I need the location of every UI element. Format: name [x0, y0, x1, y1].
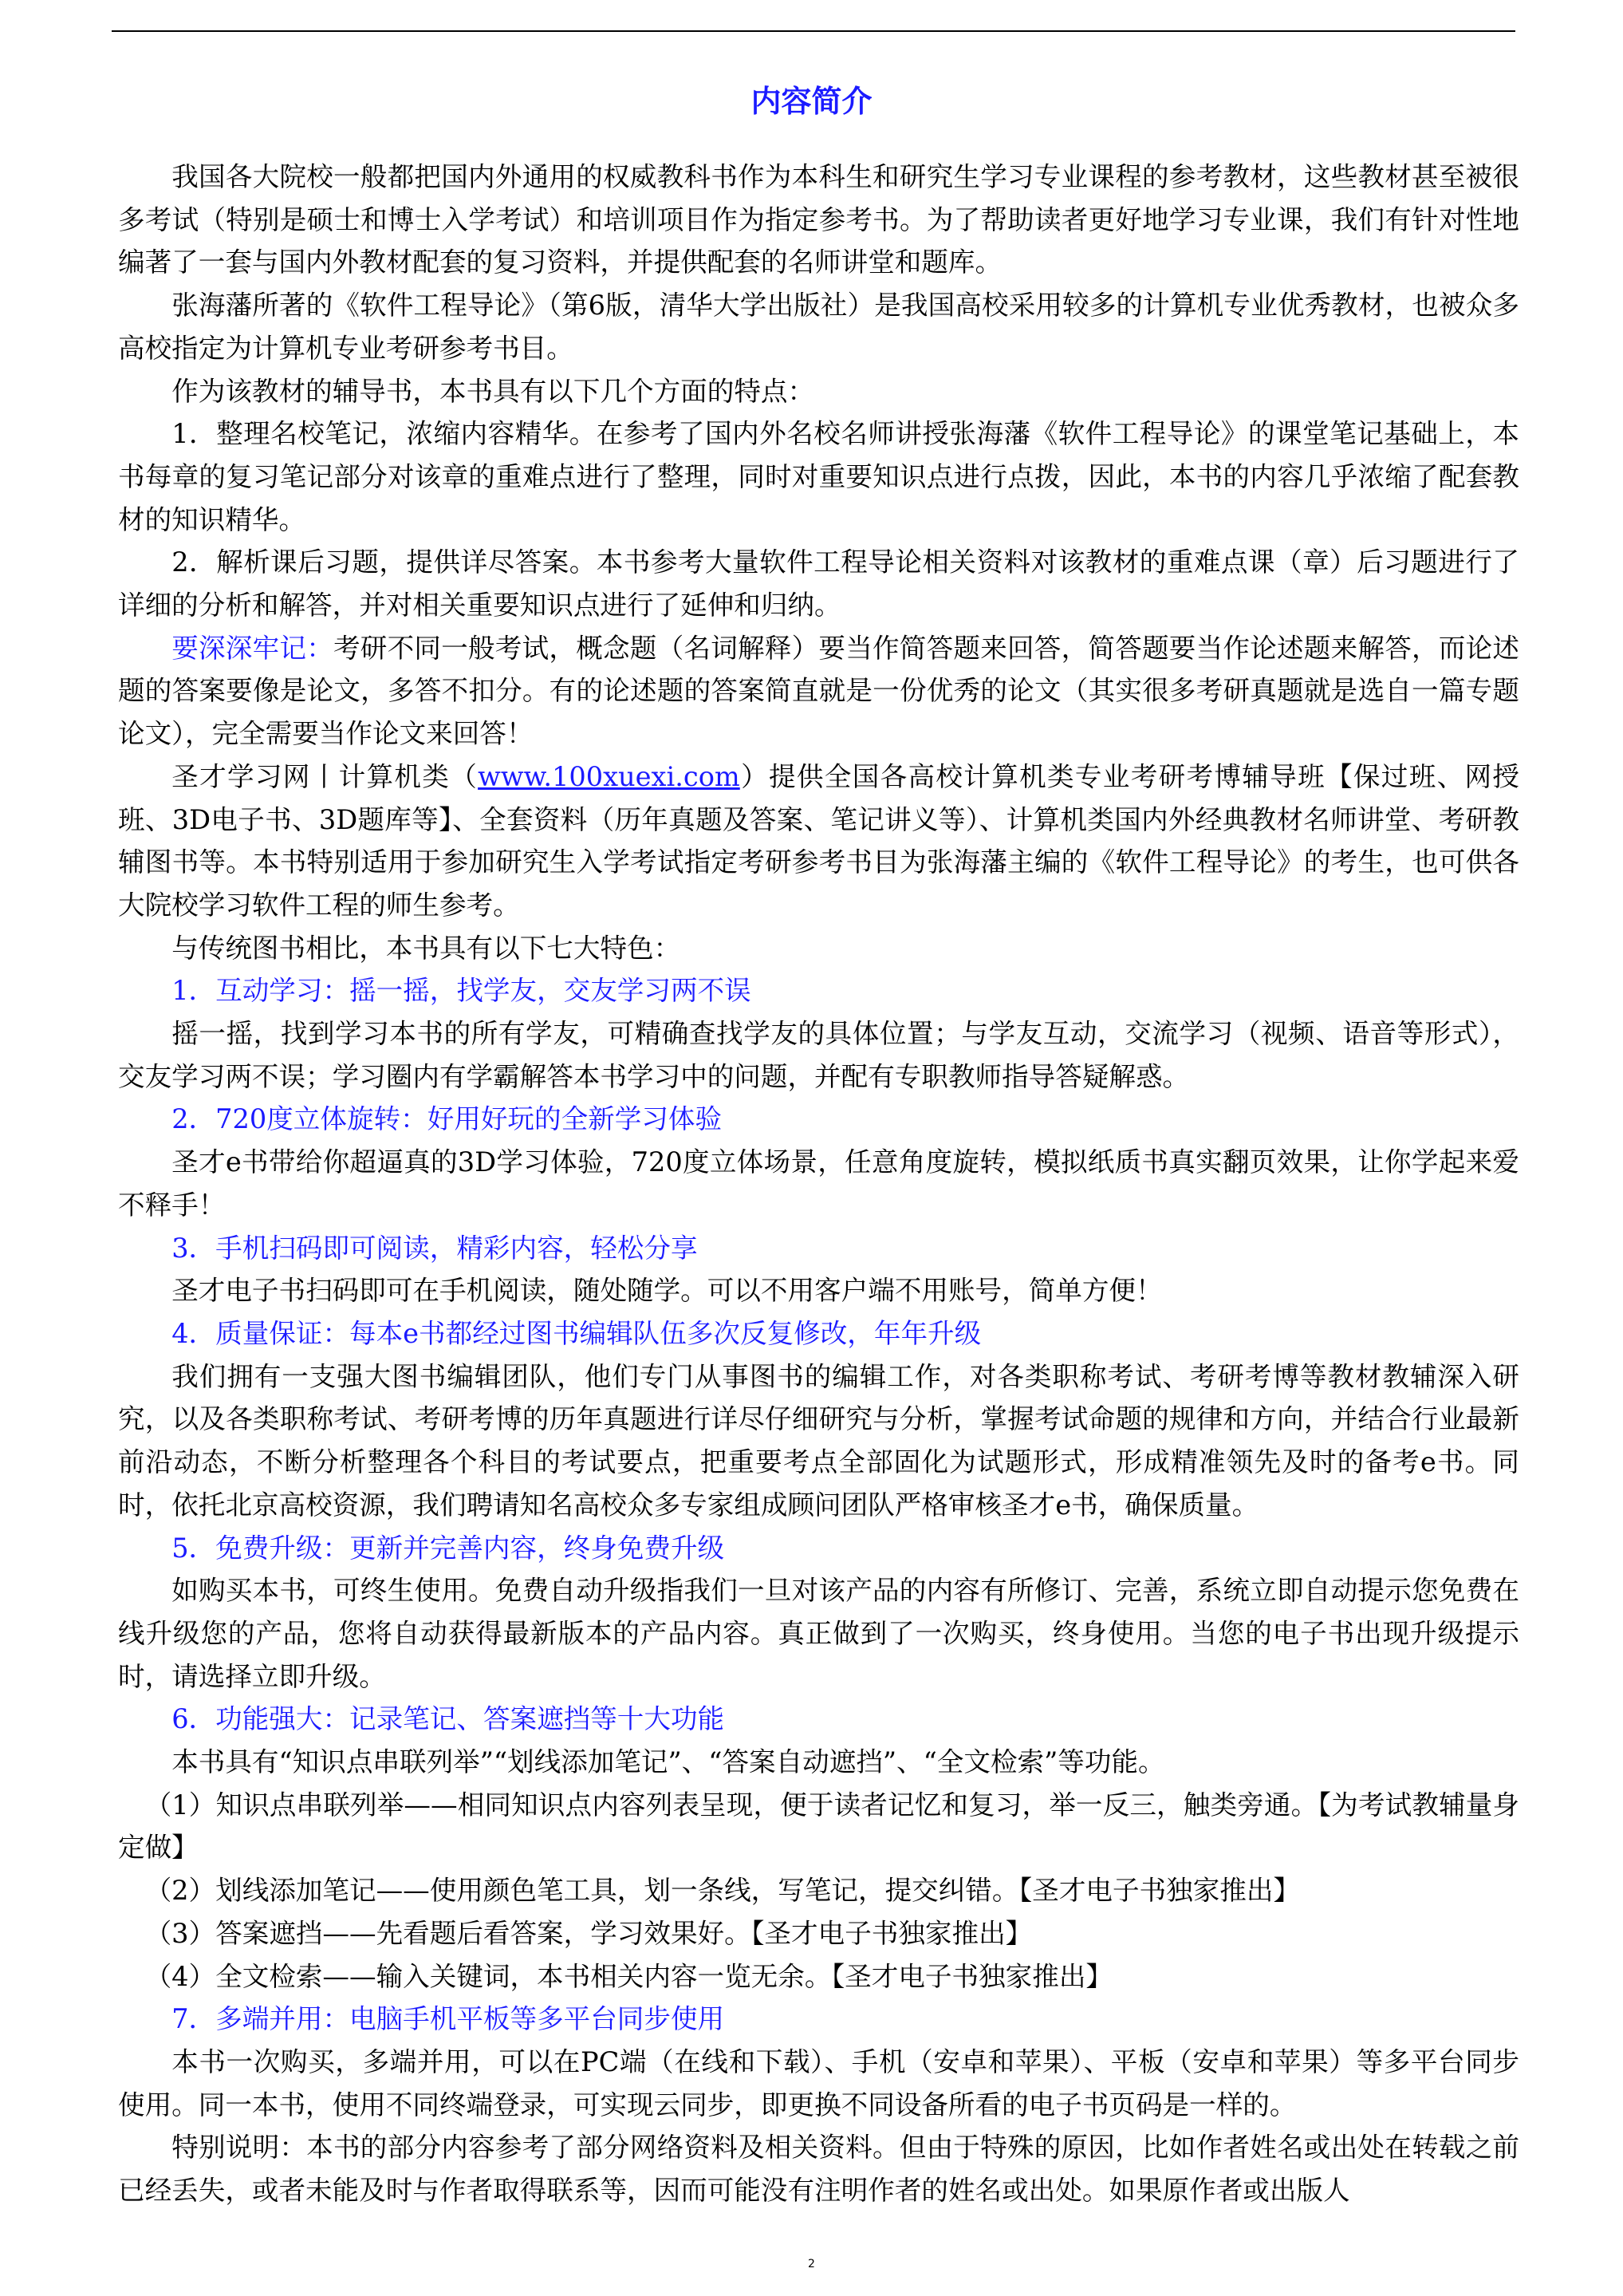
document-body	[118, 156, 1519, 2212]
feature-text: 圣才电子书扫码即可在手机阅读，随处随学。可以不用客户端不用账号，简单方便！	[171, 1275, 1163, 1307]
reminder-paragraph	[118, 627, 1519, 755]
feature-text: 如购买本书，可终生使用。免费自动升级指我们一旦对该产品的内容有所修订、完善，系统立即自动提示您免费在线升级您的产品，您将自动获得最新版本的产品内容。真正做到了一次购买，终身使用。当您的电子书出现升级提示时，请选择立即升级。	[118, 1575, 1519, 1692]
feature-heading: 5．免费升级：更新并完善内容，终身免费升级	[171, 1532, 725, 1564]
website-paragraph	[118, 755, 1519, 927]
reminder-lead: 要深深牢记：	[171, 632, 333, 664]
features-intro-paragraph: 作为该教材的辅导书，本书具有以下几个方面的特点：	[171, 375, 815, 407]
function-item: （2）划线添加笔记——使用颜色笔工具，划一条线，写笔记，提交纠错。【圣才电子书独家推出】	[144, 1875, 1301, 1907]
website-text-b: ）提供全国各高校计算机类专业考研考博辅导班【保过班、网授班、3D电子书、3D题库等】、全套资料（历年真题及答案、笔记讲义等）、计算机类国内外经典教材名师讲堂、考研教辅图书等。本书特别适用于参加研究生入学考试指定考研参考书目为张海藩主编的《软件工程导论》的考生，也可供各大院校学习软件工程的师生参考。	[118, 760, 1519, 921]
reminder-text: 考研不同一般考试，概念题（名词解释）要当作简答题来回答，简答题要当作论述题来解答，而论述题的答案要像是论文，多答不扣分。有的论述题的答案简直就是一份优秀的论文（其实很多考研真题就是选自一篇专题论文），完全需要当作论文来回答！	[118, 632, 1519, 750]
feature-heading: 6．功能强大：记录笔记、答案遮挡等十大功能	[171, 1703, 725, 1735]
closing-paragraph: 特别说明：本书的部分内容参考了部分网络资料及相关资料。但由于特殊的原因，比如作者姓名或出处在转载之前已经丢失，或者未能及时与作者取得联系等，因而可能没有注明作者的姓名或出处。如果原作者或出版人	[118, 2132, 1519, 2207]
feature-heading: 2．720度立体旋转：好用好玩的全新学习体验	[171, 1103, 723, 1135]
feature-heading: 4．质量保证：每本e书都经过图书编辑队伍多次反复修改，年年升级	[171, 1317, 982, 1349]
feature-text: 本书具有“知识点串联列举”“划线添加笔记”、“答案自动遮挡”、“全文检索”等功能。	[171, 1746, 1165, 1778]
feature-text: 摇一摇，找到学习本书的所有学友，可精确查找学友的具体位置；与学友互动，交流学习（视频、语音等形式），交友学习两不误；学习圈内有学霸解答本书学习中的问题，并配有专职教师指导答疑解惑。	[118, 1018, 1519, 1092]
feature-text: 我们拥有一支强大图书编辑团队，他们专门从事图书的编辑工作，对各类职称考试、考研考博等教材教辅深入研究，以及各类职称考试、考研考博的历年真题进行详尽仔细研究与分析，掌握考试命题的规律和方向，并结合行业最新前沿动态，不断分析整理各个科目的考试要点，把重要考点全部固化为试题形式，形成精准领先及时的备考e书。同时，依托北京高校资源，我们聘请知名高校众多专家组成顾问团队严格审核圣才e书，确保质量。	[118, 1360, 1519, 1521]
textbook-paragraph: 张海藩所著的《软件工程导论》（第6版，清华大学出版社）是我国高校采用较多的计算机专业优秀教材，也被众多高校指定为计算机专业考研参考书目。	[118, 290, 1519, 364]
feature-notes-paragraph: 1．整理名校笔记，浓缩内容精华。在参考了国内外名校名师讲授张海藩《软件工程导论》的课堂笔记基础上，本书每章的复习笔记部分对该章的重难点进行了整理，同时对重要知识点进行点拨，因此，本书的内容几乎浓缩了配套教材的知识精华。	[118, 418, 1519, 535]
function-item: （1）知识点串联列举——相同知识点内容列表呈现，便于读者记忆和复习，举一反三，触类旁通。【为考试教辅量身定做】	[118, 1789, 1519, 1864]
feature-heading: 7．多端并用：电脑手机平板等多平台同步使用	[171, 2003, 725, 2035]
intro-paragraph: 我国各大院校一般都把国内外通用的权威教科书作为本科生和研究生学习专业课程的参考教材，这些教材甚至被很多考试（特别是硕士和博士入学考试）和培训项目作为指定参考书。为了帮助读者更好地学习专业课，我们有针对性地编著了一套与国内外教材配套的复习资料，并提供配套的名师讲堂和题库。	[118, 161, 1519, 278]
feature-heading: 3．手机扫码即可阅读，精彩内容，轻松分享	[171, 1232, 698, 1264]
function-item: （4）全文检索——输入关键词，本书相关内容一览无余。【圣才电子书独家推出】	[144, 1960, 1113, 1992]
header-rule	[112, 30, 1515, 32]
page-number: 2	[808, 2258, 815, 2270]
page-title: 内容简介	[750, 84, 873, 119]
function-item: （3）答案遮挡——先看题后看答案，学习效果好。【圣才电子书独家推出】	[144, 1917, 1033, 1949]
website-text-a: 圣才学习网丨计算机类（	[171, 760, 479, 792]
feature-exercises-paragraph: 2．解析课后习题，提供详尽答案。本书参考大量软件工程导论相关资料对该教材的重难点课（章）后习题进行了详细的分析和解答，并对相关重要知识点进行了延伸和归纳。	[118, 546, 1519, 621]
seven-features-intro: 与传统图书相比，本书具有以下七大特色：	[171, 932, 681, 964]
feature-text: 圣才e书带给你超逼真的3D学习体验，720度立体场景，任意角度旋转，模拟纸质书真实翻页效果，让你学起来爱不释手！	[118, 1146, 1519, 1221]
website-link[interactable]: www.100xuexi.com	[478, 760, 740, 792]
feature-text: 本书一次购买，多端并用，可以在PC端（在线和下载）、手机（安卓和苹果）、平板（安卓和苹果）等多平台同步使用。同一本书，使用不同终端登录，可实现云同步，即更换不同设备所看的电子书页码是一样的。	[118, 2045, 1519, 2120]
feature-heading: 1．互动学习：摇一摇，找学友，交友学习两不误	[171, 975, 751, 1007]
